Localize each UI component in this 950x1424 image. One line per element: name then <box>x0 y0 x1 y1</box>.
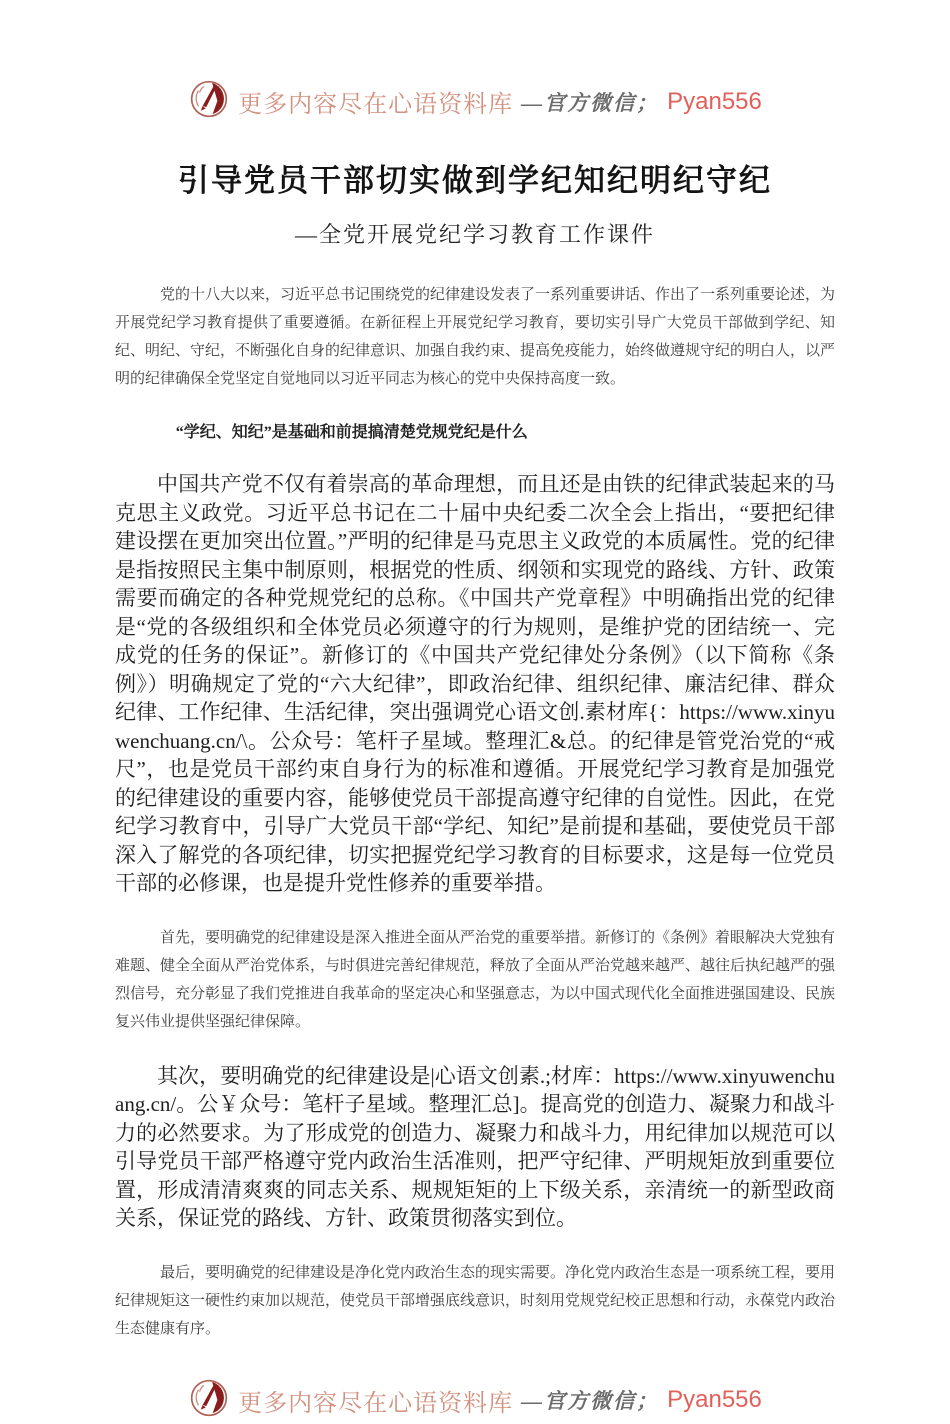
point-last-paragraph: 最后，要明确党的纪律建设是净化党内政治生态的现实需要。净化党内政治生态是一项系统工程，要用纪律规矩这一硬性约束加以规范，使党员干部增强底线意识，时刻用党规党纪校正思想和行动，永葆党内政治生态健康有序。 <box>115 1264 836 1337</box>
page-title: 引导党员干部切实做到学纪知纪明纪守纪 <box>178 163 772 198</box>
header-banner <box>115 78 835 125</box>
pen-nib-emblem-icon <box>188 1377 230 1424</box>
banner-wechat-id: Pyan556 <box>667 87 762 115</box>
banner-site-text: 更多内容尽在心语资料库 <box>238 1390 514 1417</box>
banner-wechat-label: —官方微信； <box>521 90 660 115</box>
body-paragraph-1: 中国共产党不仅有着崇高的革命理想，而且还是由铁的纪律武装起来的马克思主义政党。习近平总书记在二十届中央纪委二次全会上指出，“要把纪律建设摆在更加突出位置。”严明的纪律是马克思主义政党的本质属性。党的纪律是指按照民主集中制原则，根据党的性质、纲领和实现党的路线、方针、政策需要而确定的各种党规党纪的总称。《中国共产党章程》中明确指出党的纪律是“党的各级组织和全体党员必须遵守的行为规则，是维护党的团结统一、完成党的任务的保证”。新修订的《中国共产党纪律处分条例》（以下简称《条例》）明确规定了党的“六大纪律”，即政治纪律、组织纪律、廉洁纪律、群众纪律、工作纪律、生活纪律，突出强调党心语文创.素材库{：https://www.xinyuwenchuang.cn/\。公众号：笔杆子星域。整理汇&总。的纪律是管党治党的“戒尺”，也是党员干部约束自身行为的标准和遵循。开展党纪学习教育是加强党的纪律建设的重要内容，能够使党员干部提高遵守纪律的自觉性。因此，在党纪学习教育中，引导广大党员干部“学纪、知纪”是前提和基础，要使党员干部深入了解党的各项纪律，切实把握党纪学习教育的目标要求，这是每一位党员干部的必修课，也是提升党性修养的重要举措。 <box>115 472 835 895</box>
pen-nib-emblem-icon <box>188 78 230 125</box>
section-heading: “学纪、知纪”是基础和前提搞清楚党规党纪是什么 <box>175 424 528 441</box>
banner-site-text: 更多内容尽在心语资料库 <box>238 92 514 118</box>
intro-paragraph: 党的十八大以来，习近平总书记围绕党的纪律建设发表了一系列重要讲话、作出了一系列重要论述，为开展党纪学习教育提供了重要遵循。在新征程上开展党纪学习教育，要切实引导广大党员干部做到学纪、知纪、明纪、守纪，不断强化自身的纪律意识、加强自我约束、提高免疫能力，始终做遵规守纪的明白人，以严明的纪律确保全党坚定自觉地同以习近平同志为核心的党中央保持高度一致。 <box>115 287 836 387</box>
banner-wechat-label: —官方微信； <box>521 1389 660 1413</box>
body-paragraph-2: 其次，要明确党的纪律建设是|心语文创素.;材库：https://www.xinyuwenchuang.cn/。公￥众号：笔杆子星域。整理汇总]。提高党的创造力、凝聚力和战斗力的必然要求。为了形成党的创造力、凝聚力和战斗力，用纪律加以规范可以引导党员干部严格遵守党内政治生活准则，把严守纪律、严明规矩放到重要位置，形成清清爽爽的同志关系、规规矩矩的上下级关系，亲清统一的新型政商关系，保证党的路线、方针、政策贯彻落实到位。 <box>115 1063 835 1230</box>
point-first-paragraph: 首先，要明确党的纪律建设是深入推进全面从严治党的重要举措。新修订的《条例》着眼解决大党独有难题、健全全面从严治党体系，与时俱进完善纪律规范，释放了全面从严治党越来越严、越往后执纪越严的强烈信号，充分彰显了我们党推进自我革命的坚定决心和坚强意志，为以中国式现代化全面推进强国建设、民族复兴伟业提供坚强纪律保障。 <box>115 929 836 1030</box>
document-body <box>115 281 835 1343</box>
banner-wechat-id: Pyan556 <box>667 1386 762 1413</box>
footer-banner <box>115 1377 835 1424</box>
page-subtitle: —全党开展党纪学习教育工作课件 <box>294 222 655 247</box>
